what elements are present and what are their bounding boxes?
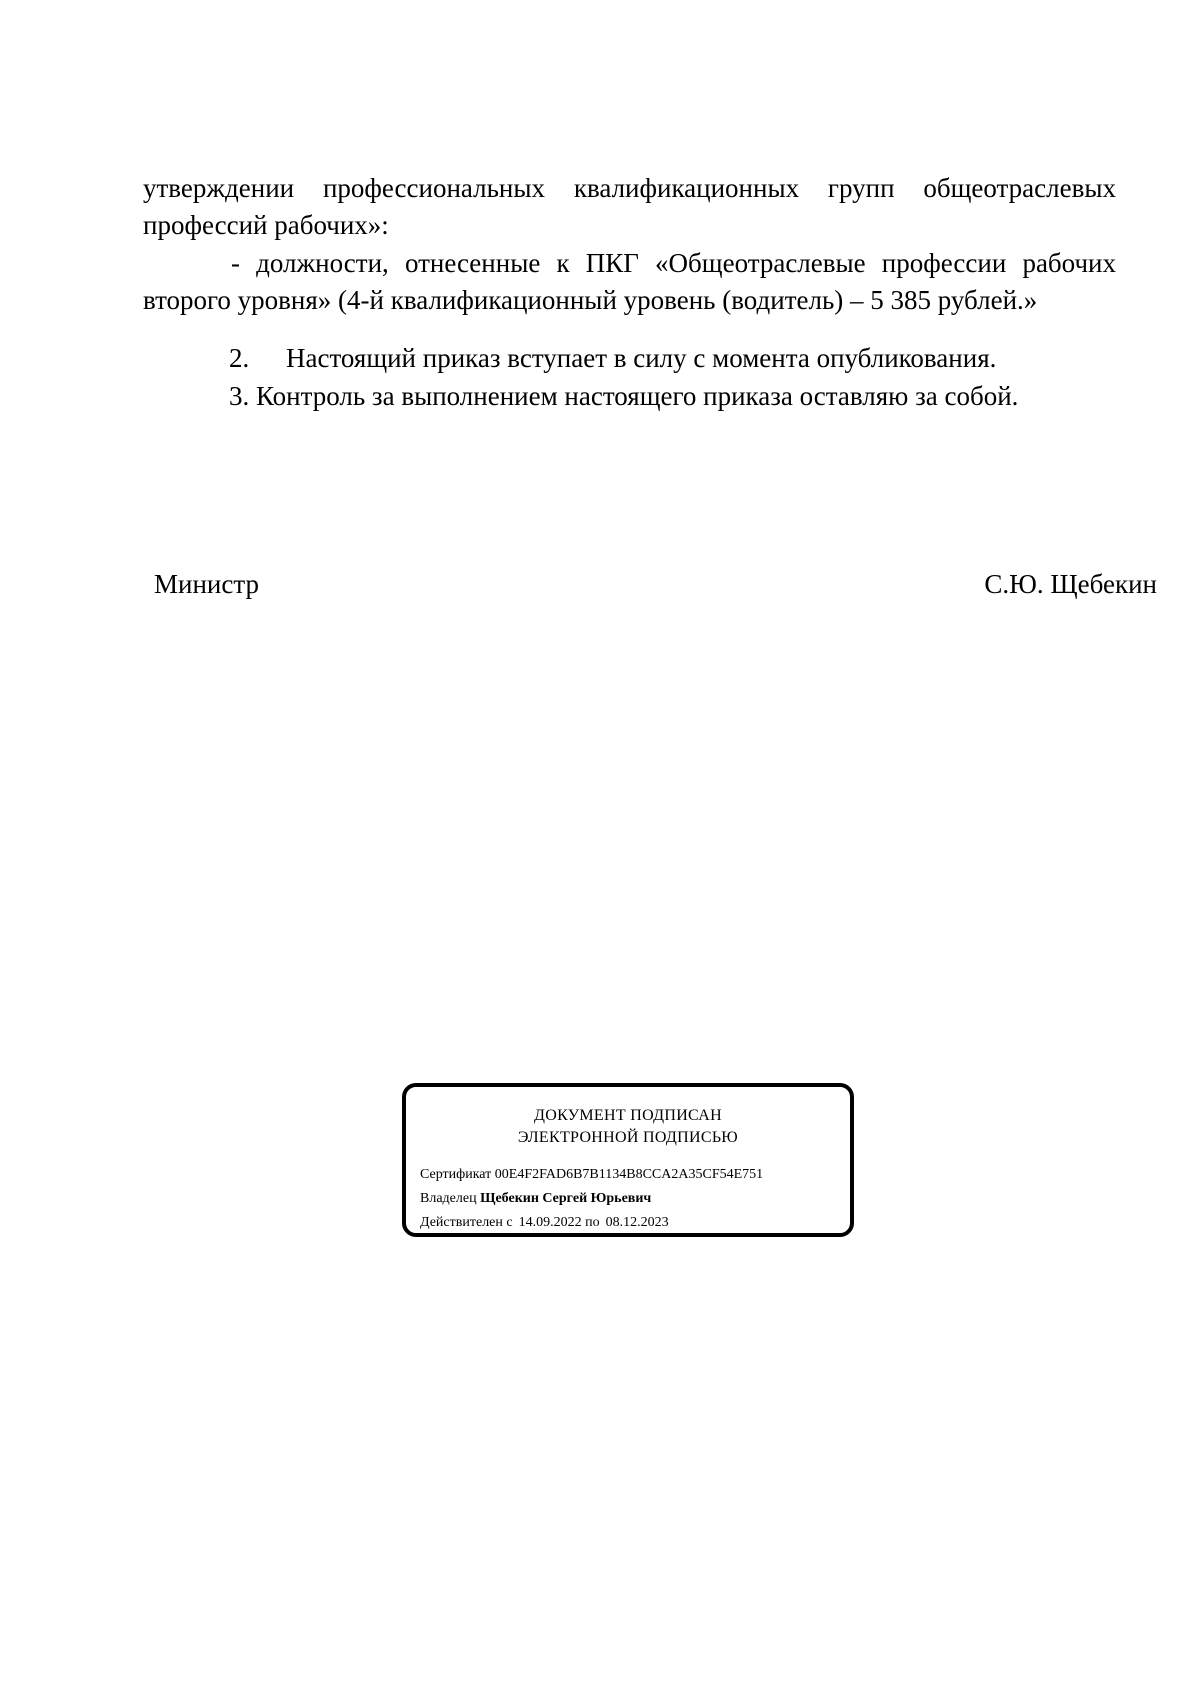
stamp-valid-label: Действителен с — [420, 1215, 513, 1230]
order-item-2-text: Настоящий приказ вступает в силу с момента опубликования. — [286, 343, 997, 373]
order-item-2-number: 2. — [229, 343, 250, 373]
stamp-title-line-1: ДОКУМЕНТ ПОДПИСАН — [534, 1107, 722, 1124]
stamp-certificate-value: 00E4F2FAD6B7B1134B8CCA2A35CF54E751 — [494, 1167, 764, 1182]
electronic-signature-stamp — [402, 1083, 854, 1237]
stamp-owner-value: Щебекин Сергей Юрьевич — [480, 1191, 652, 1206]
stamp-title-line-2: ЭЛЕКТРОННОЙ ПОДПИСЬЮ — [517, 1129, 739, 1146]
stamp-valid-to-label: по — [585, 1215, 600, 1230]
stamp-certificate — [420, 1167, 763, 1183]
stamp-owner — [420, 1191, 651, 1207]
signer-position: Министр — [154, 569, 259, 599]
order-item-2 — [229, 340, 996, 377]
signer-name: С.Ю. Щебекин — [984, 569, 1157, 599]
stamp-certificate-label: Сертификат — [420, 1167, 492, 1182]
stamp-valid-from: 14.09.2022 — [518, 1215, 582, 1230]
stamp-owner-label: Владелец — [420, 1191, 477, 1206]
paragraph-positions: - должности, отнесенные к ПКГ «Общеотраслевые профессии рабочих второго уровня» (4-й квалификационный уровень (водитель) – 5 385 рублей.» — [143, 248, 1116, 315]
stamp-validity — [420, 1215, 669, 1231]
paragraph-continuation: утверждении профессиональных квалификационных групп общеотраслевых профессий рабочих»: — [143, 173, 1116, 240]
stamp-valid-to: 08.12.2023 — [605, 1215, 669, 1230]
order-item-3: 3. Контроль за выполнением настоящего приказа оставляю за собой. — [229, 381, 1019, 411]
